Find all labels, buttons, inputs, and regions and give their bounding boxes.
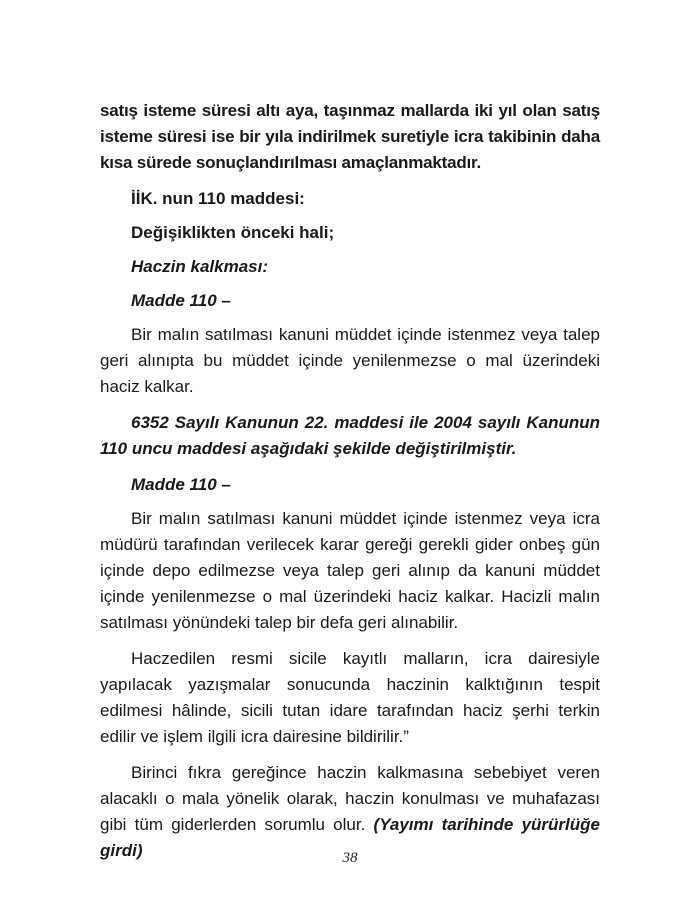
- heading-degisiklikten-onceki-hali: Değişiklikten önceki hali;: [131, 223, 335, 242]
- paragraph-new-article-text: Bir malın satılması kanuni müddet içinde istenmez veya icra müdürü tarafından verilecek karar gereği gerekli gider onbeş gün içinde depo edilmezse veya talep geri alınıp da kanuni müddet içinde yenilenmezse o mal üzerindeki haciz kalkar. Hacizli malın satılması yönündeki talep bir defa geri alınabilir.: [100, 509, 600, 632]
- paragraph-birinci-fikra: [100, 760, 600, 864]
- paragraph-amendment-note: 6352 Sayılı Kanunun 22. maddesi ile 2004 sayılı Kanunun 110 uncu maddesi aşağıdaki şekilde değiştirilmiştir.: [100, 413, 600, 458]
- paragraph-old-article-text: Bir malın satılması kanuni müddet içinde istenmez veya talep geri alınıpta bu müddet içinde yenilenmezse o mal üzerindeki haciz kalkar.: [100, 325, 600, 396]
- heading-madde-110-old: Madde 110 –: [131, 291, 231, 310]
- emphasis-yayimi-tarihinde: (Yayımı tarihinde yürürlüğe girdi): [100, 815, 600, 860]
- heading-iik-110-maddesi: İİK. nun 110 maddesi:: [131, 189, 305, 208]
- paragraph-birinci-fikra-text: Birinci fıkra gereğince haczin kalkmasına sebebiyet veren alacaklı o mala yönelik olarak, haczin konulması ve muhafazası gibi tüm giderlerden sorumlu olur.: [100, 763, 600, 834]
- heading-haczin-kalkmasi: Haczin kalkması:: [131, 257, 269, 276]
- heading-madde-110-new: Madde 110 –: [131, 475, 231, 494]
- page-number: 38: [342, 850, 358, 866]
- paragraph-sicil-kayit: Haczedilen resmi sicile kayıtlı malların, icra dairesiyle yapılacak yazışmalar sonucunda haczinin kalktığının tespit edilmesi hâlinde, sicili tutan idare tarafından haciz şerhi terkin edilir ve işlem ilgili icra dairesine bildirilir.”: [100, 649, 600, 746]
- page-text-block: [100, 98, 600, 874]
- paragraph-intro-continuation: satış isteme süresi altı aya, taşınmaz mallarda iki yıl olan satış isteme süresi ise bir yıla indirilmek suretiyle icra takibinin daha kısa sürede sonuçlandırılması amaçlanmaktadır.: [100, 101, 600, 172]
